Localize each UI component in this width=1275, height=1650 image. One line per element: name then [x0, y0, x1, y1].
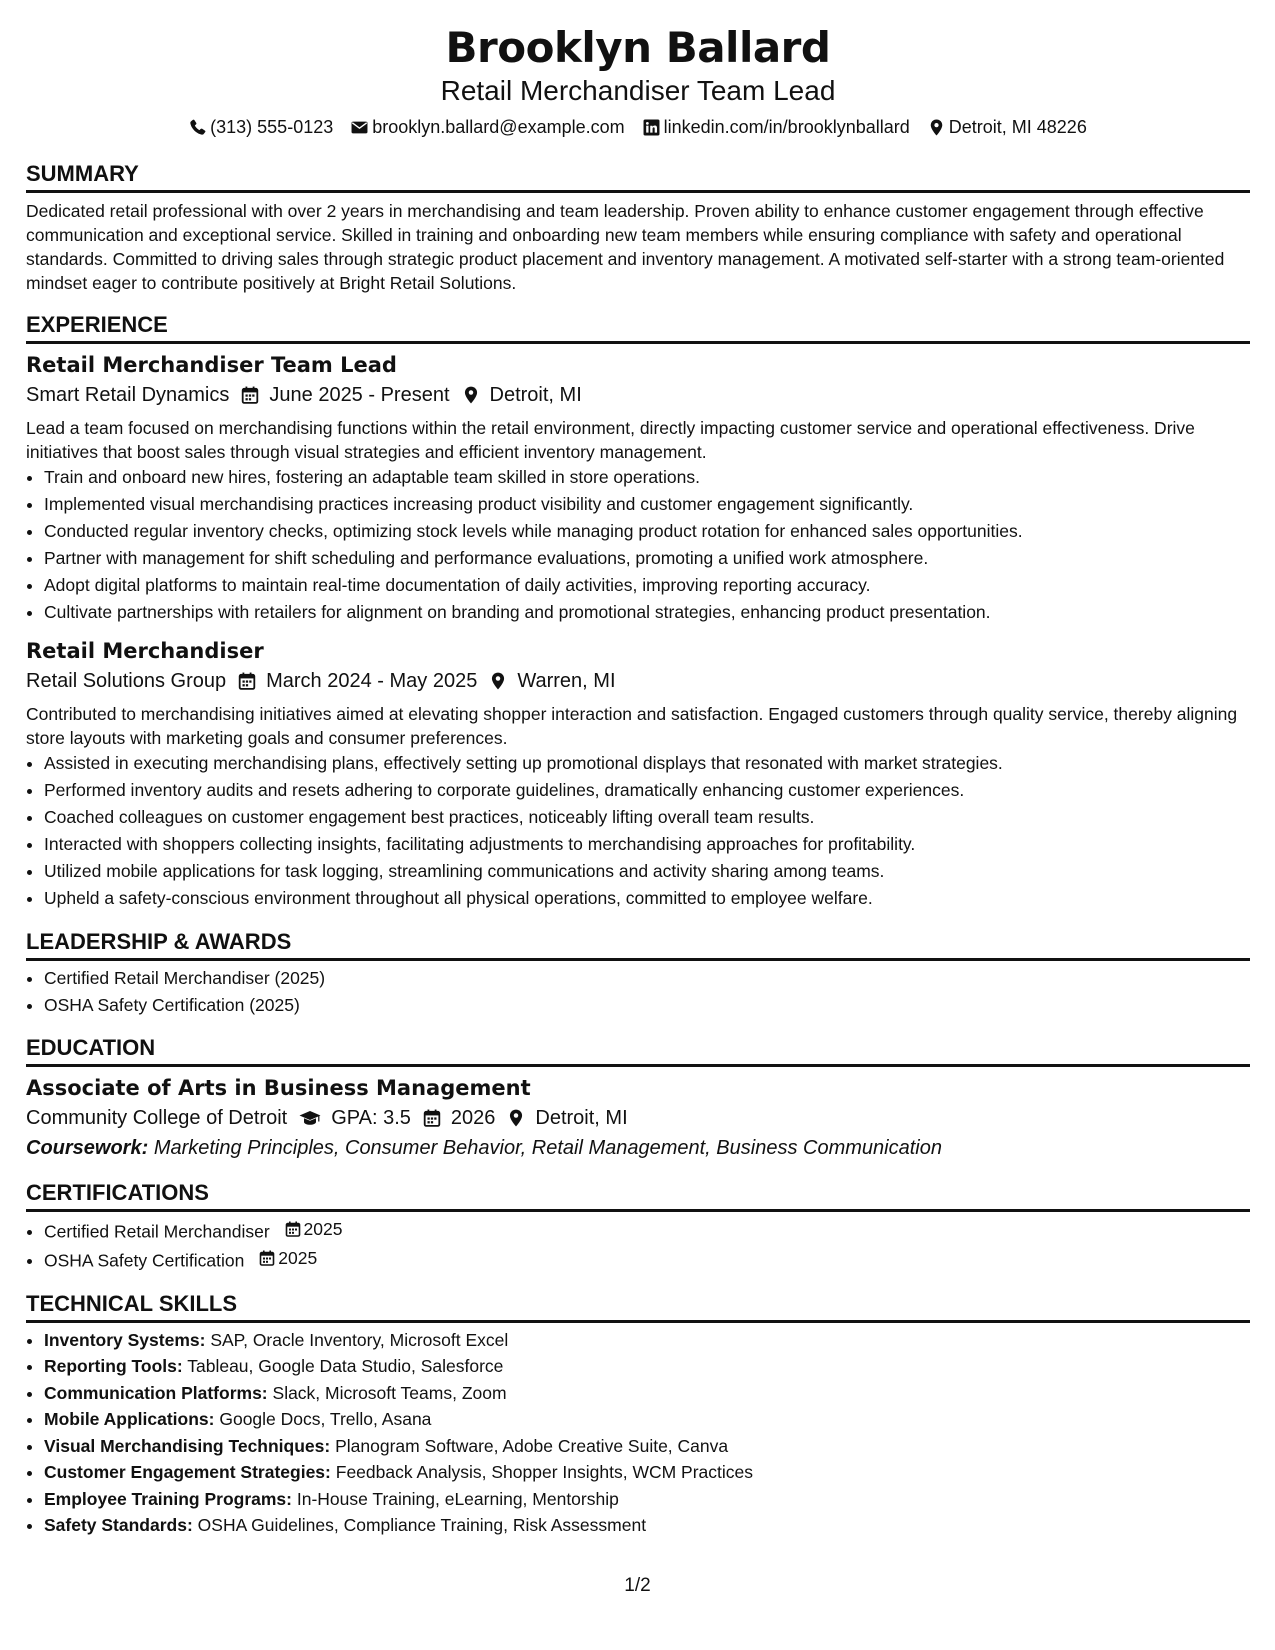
section-title-awards: LEADERSHIP & AWARDS — [26, 928, 1250, 961]
map-pin-icon — [507, 1109, 525, 1127]
location-text: Detroit, MI 48226 — [948, 117, 1087, 137]
section-title-summary: SUMMARY — [26, 160, 1250, 193]
skill-item — [44, 1327, 1250, 1354]
skill-value: Feedback Analysis, Shopper Insights, WCM Practices — [335, 1462, 754, 1482]
awards-section — [26, 928, 1250, 1018]
job-title: Retail Merchandiser — [26, 639, 264, 663]
skill-value: Tableau, Google Data Studio, Salesforce — [187, 1356, 504, 1376]
phone-text: (313) 555-0123 — [210, 117, 334, 137]
job-meta — [26, 380, 1250, 410]
section-title-skills: TECHNICAL SKILLS — [26, 1290, 1250, 1323]
award-item: • OSHA Safety Certification (2025) — [44, 992, 1250, 1019]
contact-email[interactable] — [351, 114, 624, 140]
calendar-icon — [241, 386, 259, 404]
resume-page — [26, 22, 1250, 1539]
certification-year-text: 2025 — [303, 1219, 343, 1239]
contact-phone[interactable] — [189, 114, 333, 140]
skill-value: In-House Training, eLearning, Mentorship — [296, 1488, 619, 1509]
skill-value: OSHA Guidelines, Compliance Training, Risk Assessment — [197, 1515, 647, 1535]
envelope-icon — [351, 119, 368, 136]
education-section — [26, 1034, 1250, 1163]
candidate-headline: Retail Merchandiser Team Lead — [440, 75, 836, 106]
skill-item — [44, 1512, 1250, 1539]
job-entry — [26, 636, 1250, 912]
certifications-list — [26, 1216, 1250, 1274]
skills-section — [26, 1290, 1250, 1539]
job-location-text: Warren, MI — [517, 670, 616, 692]
job-dates — [241, 380, 449, 410]
job-bullet: • Train and onboard new hires, fostering an adaptable team skilled in store operations. — [44, 464, 1250, 491]
job-location-text: Detroit, MI — [489, 384, 582, 406]
job-bullet: • Adopt digital platforms to maintain real-time documentation of daily activities, improving reporting accuracy. — [44, 572, 1250, 599]
contact-row — [26, 114, 1250, 140]
skill-item — [44, 1459, 1250, 1486]
job-bullets — [26, 750, 1250, 912]
summary-text: Dedicated retail professional with over 2 years in merchandising and team leadership. Proven ability to enhance customer engagement through effective communication and exceptional service. Skilled in training and onboarding new team members while ensuring compliance with safety and operational standards. Committed to driving sales through strategic product placement and inventory management. A motivated self-starter with a strong team-oriented mindset eager to contribute positively at Bright Retail Solutions. — [26, 201, 1225, 293]
calendar-icon — [259, 1250, 275, 1266]
job-company: Smart Retail Dynamics — [26, 384, 230, 406]
map-pin-icon — [462, 386, 480, 404]
education-entry — [26, 1073, 1250, 1163]
skill-label: Employee Training Programs: — [44, 1488, 292, 1509]
contact-linkedin[interactable] — [643, 114, 910, 140]
skill-label: Mobile Applications: — [44, 1409, 215, 1429]
skill-label: Communication Platforms: — [44, 1382, 268, 1403]
section-title-certifications: CERTIFICATIONS — [26, 1179, 1250, 1212]
certification-item — [44, 1216, 1250, 1245]
job-company: Retail Solutions Group — [26, 670, 227, 692]
skill-label: Safety Standards: — [44, 1515, 193, 1535]
section-title-education: EDUCATION — [26, 1034, 1250, 1067]
experience-section — [26, 311, 1250, 912]
job-location — [462, 380, 582, 410]
linkedin-text: linkedin.com/in/brooklynballard — [663, 117, 910, 137]
job-bullet: • Conducted regular inventory checks, optimizing stock levels while managing product rotation for enhanced sales opportunities. — [44, 518, 1250, 545]
coursework — [26, 1133, 1250, 1163]
skill-item — [44, 1486, 1250, 1513]
calendar-icon — [423, 1109, 441, 1127]
coursework-text: Marketing Principles, Consumer Behavior, Retail Management, Business Communication — [153, 1137, 942, 1159]
skill-item — [44, 1353, 1250, 1380]
job-bullet: • Upheld a safety-conscious environment throughout all physical operations, committed to employee welfare. — [44, 885, 1250, 912]
awards-list — [26, 965, 1250, 1018]
job-dates-text: June 2025 - Present — [269, 384, 450, 406]
education-year — [423, 1103, 496, 1133]
calendar-icon — [238, 672, 256, 690]
resume-header — [26, 22, 1250, 140]
job-location — [489, 666, 615, 696]
certifications-section — [26, 1179, 1250, 1274]
education-year-text: 2026 — [450, 1107, 496, 1129]
job-entry — [26, 350, 1250, 626]
school-name: Community College of Detroit — [26, 1107, 288, 1129]
certification-year — [259, 1245, 317, 1272]
skill-item — [44, 1380, 1250, 1407]
job-bullet: • Utilized mobile applications for task logging, streamlining communications and activity sharing among teams. — [44, 858, 1250, 885]
map-pin-icon — [489, 672, 507, 690]
page-indicator: 1/2 — [624, 1575, 651, 1596]
linkedin-icon — [643, 119, 660, 136]
graduation-cap-icon — [299, 1109, 321, 1127]
skill-item — [44, 1433, 1250, 1460]
phone-icon — [189, 119, 206, 136]
degree-title: Associate of Arts in Business Management — [26, 1076, 531, 1100]
job-bullet: • Interacted with shoppers collecting insights, facilitating adjustments to merchandising approaches for profitability. — [44, 831, 1250, 858]
skill-value: SAP, Oracle Inventory, Microsoft Excel — [210, 1329, 509, 1350]
job-bullet: • Implemented visual merchandising practices increasing product visibility and customer engagement significantly. — [44, 491, 1250, 518]
skill-item — [44, 1406, 1250, 1433]
job-bullet: • Performed inventory audits and resets adhering to corporate guidelines, dramatically enhancing customer experiences. — [44, 777, 1250, 804]
skill-label: Reporting Tools: — [44, 1356, 183, 1376]
education-gpa — [299, 1103, 411, 1133]
skill-label: Inventory Systems: — [44, 1329, 206, 1350]
calendar-icon — [285, 1221, 301, 1237]
certification-year-text: 2025 — [278, 1247, 318, 1268]
coursework-label: Coursework: — [26, 1137, 149, 1159]
skill-value: Google Docs, Trello, Asana — [219, 1409, 432, 1429]
job-meta — [26, 666, 1250, 696]
skill-value: Slack, Microsoft Teams, Zoom — [272, 1382, 507, 1403]
job-dates — [238, 666, 477, 696]
email-text: brooklyn.ballard@example.com — [372, 117, 625, 137]
education-meta — [26, 1103, 1250, 1133]
award-item: • Certified Retail Merchandiser (2025) — [44, 965, 1250, 992]
certification-name: OSHA Safety Certification — [44, 1250, 245, 1270]
certification-name: Certified Retail Merchandiser — [44, 1221, 270, 1242]
summary-section — [26, 160, 1250, 295]
job-dates-text: March 2024 - May 2025 — [266, 670, 478, 692]
skill-label: Customer Engagement Strategies: — [44, 1462, 331, 1482]
job-description: Contributed to merchandising initiatives aimed at elevating shopper interaction and satisfaction. Engaged customers through quality service, thereby aligning store layouts with marketing goals and consumer preferences. — [26, 704, 1238, 748]
candidate-name: Brooklyn Ballard — [445, 23, 831, 72]
skill-label: Visual Merchandising Techniques: — [44, 1435, 331, 1456]
certification-year — [285, 1216, 343, 1243]
job-bullets — [26, 464, 1250, 626]
skills-list — [26, 1327, 1250, 1539]
education-location-text: Detroit, MI — [535, 1107, 628, 1129]
education-location — [507, 1103, 627, 1133]
job-bullet: • Cultivate partnerships with retailers for alignment on branding and promotional strategies, enhancing product presentation. — [44, 599, 1250, 626]
skill-value: Planogram Software, Adobe Creative Suite, Canva — [335, 1435, 729, 1456]
job-description: Lead a team focused on merchandising functions within the retail environment, directly impacting customer service and operational effectiveness. Drive initiatives that boost sales through visual strategies and efficient inventory management. — [26, 418, 1195, 462]
job-title: Retail Merchandiser Team Lead — [26, 353, 397, 377]
job-bullet: • Partner with management for shift scheduling and performance evaluations, promoting a unified work atmosphere. — [44, 545, 1250, 572]
section-title-experience: EXPERIENCE — [26, 311, 1250, 344]
job-bullet: • Assisted in executing merchandising plans, effectively setting up promotional displays that resonated with market strategies. — [44, 750, 1250, 777]
job-bullet: • Coached colleagues on customer engagement best practices, noticeably lifting overall team results. — [44, 804, 1250, 831]
certification-item — [44, 1245, 1250, 1274]
contact-location — [928, 114, 1087, 140]
map-pin-icon — [928, 119, 945, 136]
gpa-text: GPA: 3.5 — [331, 1107, 411, 1129]
